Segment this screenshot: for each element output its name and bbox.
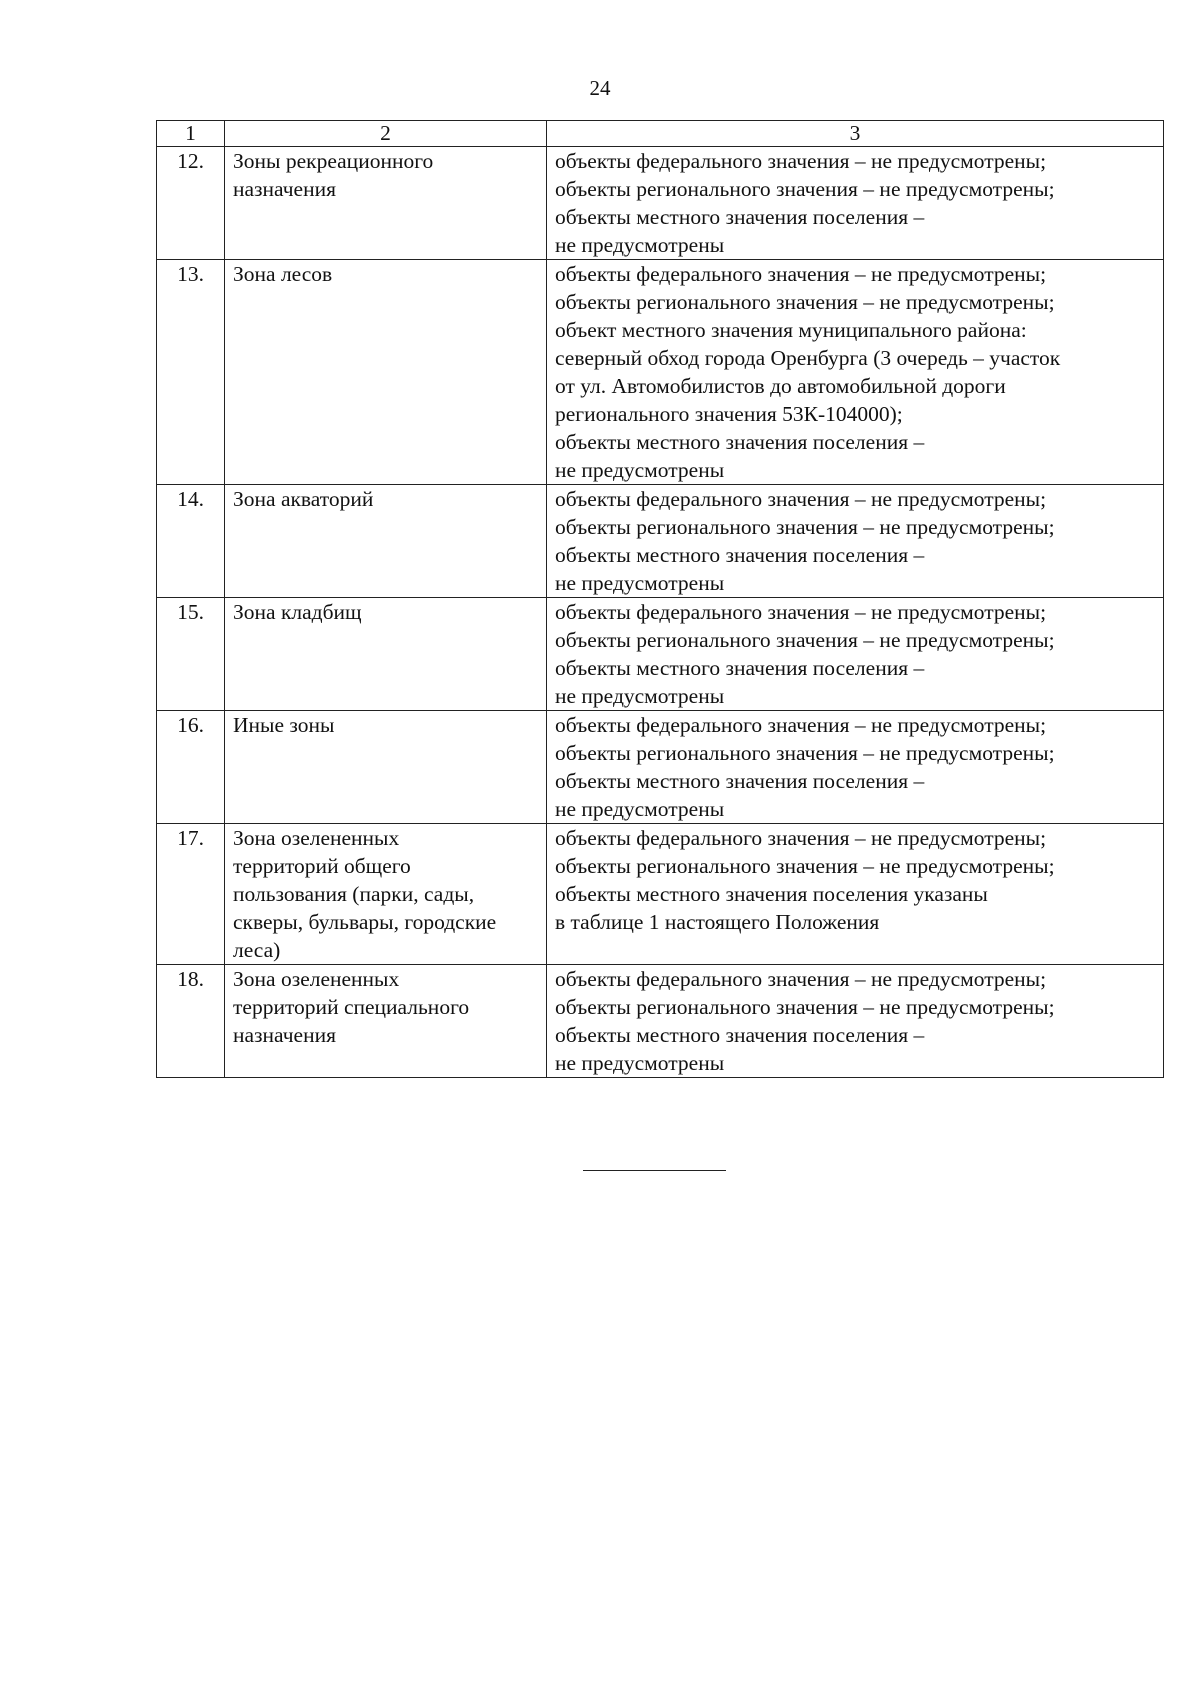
zone-name: Зона акваторий <box>225 485 547 598</box>
end-of-page-rule <box>583 1170 726 1171</box>
row-number: 18. <box>157 965 225 1078</box>
zones-table <box>156 120 1164 1078</box>
row-number: 15. <box>157 598 225 711</box>
table-row <box>157 260 1164 485</box>
row-number: 14. <box>157 485 225 598</box>
table-row <box>157 965 1164 1078</box>
zone-name: Зоны рекреационного назначения <box>225 147 547 260</box>
table-row <box>157 824 1164 965</box>
zone-name: Зона кладбищ <box>225 598 547 711</box>
row-number: 16. <box>157 711 225 824</box>
planned-objects: объекты федерального значения – не предусмотрены; объекты регионального значения – не предусмотрены; объекты местного значения поселения – не предусмотрены <box>547 598 1164 711</box>
zone-name: Иные зоны <box>225 711 547 824</box>
header-col-3: 3 <box>547 121 1164 147</box>
row-number: 17. <box>157 824 225 965</box>
page-number: 24 <box>589 76 611 100</box>
row-number: 12. <box>157 147 225 260</box>
table-row <box>157 598 1164 711</box>
row-number: 13. <box>157 260 225 485</box>
header-col-1: 1 <box>157 121 225 147</box>
zone-name: Зона лесов <box>225 260 547 485</box>
planned-objects: объекты федерального значения – не предусмотрены; объекты регионального значения – не предусмотрены; объект местного значения муниципального района: северный обход города Оренбурга (3 очередь – участок от ул. Автомобилистов до автомобильной дороги регионального значения 53К-104000); объекты местного значения поселения – не предусмотрены <box>547 260 1164 485</box>
table-row <box>157 485 1164 598</box>
table-row <box>157 711 1164 824</box>
planned-objects: объекты федерального значения – не предусмотрены; объекты регионального значения – не предусмотрены; объекты местного значения поселения – не предусмотрены <box>547 711 1164 824</box>
planned-objects: объекты федерального значения – не предусмотрены; объекты регионального значения – не предусмотрены; объекты местного значения поселения – не предусмотрены <box>547 965 1164 1078</box>
planned-objects: объекты федерального значения – не предусмотрены; объекты регионального значения – не предусмотрены; объекты местного значения поселения – не предусмотрены <box>547 147 1164 260</box>
planned-objects: объекты федерального значения – не предусмотрены; объекты регионального значения – не предусмотрены; объекты местного значения поселения – не предусмотрены <box>547 485 1164 598</box>
zone-name: Зона озелененных территорий общего пользования (парки, сады, скверы, бульвары, городские леса) <box>225 824 547 965</box>
zone-name: Зона озелененных территорий специального назначения <box>225 965 547 1078</box>
table-row <box>157 147 1164 260</box>
header-col-2: 2 <box>225 121 547 147</box>
planned-objects: объекты федерального значения – не предусмотрены; объекты регионального значения – не предусмотрены; объекты местного значения поселения указаны в таблице 1 настоящего Положения <box>547 824 1164 965</box>
table-header-row <box>157 121 1164 147</box>
